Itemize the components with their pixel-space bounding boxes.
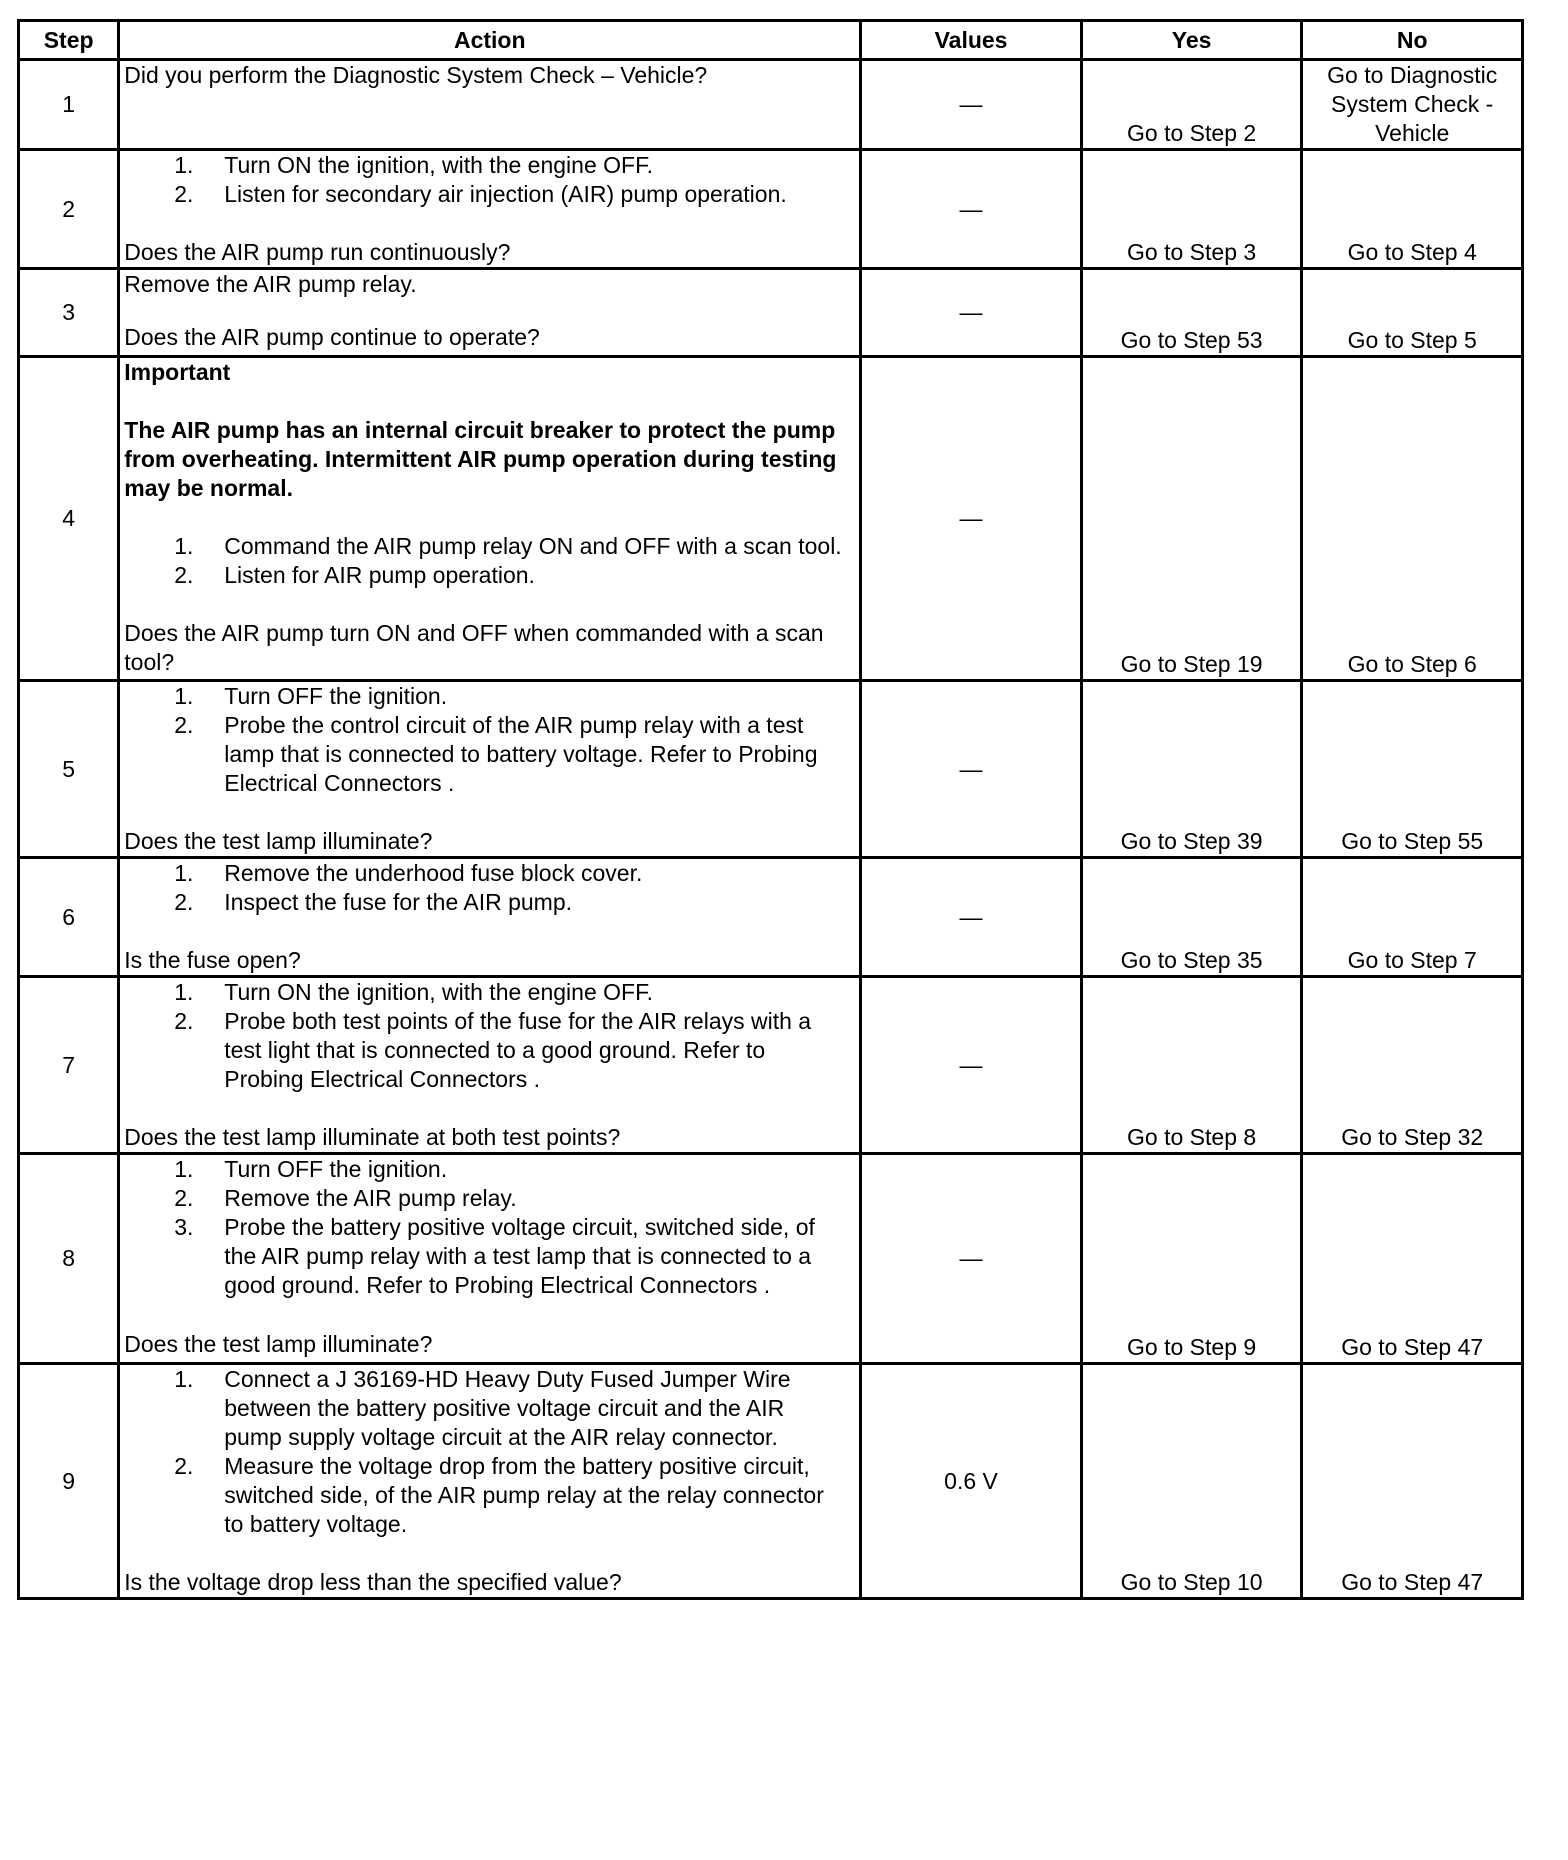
- action-intro: Did you perform the Diagnostic System Check – Vehicle?: [124, 62, 708, 88]
- action-instructions: [124, 1155, 855, 1329]
- instruction-text: Probe the control circuit of the AIR pump relay with a test lamp that is connected to battery voltage. Refer to Probing Electrical Connectors .: [224, 712, 818, 796]
- instruction-item: [124, 1452, 855, 1539]
- instruction-text: Probe the battery positive voltage circuit, switched side, of the AIR pump relay with a test lamp that is connected to a good ground. Refer to Probing Electrical Connectors .: [224, 1214, 815, 1298]
- instruction-list: [124, 682, 855, 798]
- action-cell: [119, 269, 861, 357]
- step-number: 6: [19, 858, 119, 977]
- table-row: [19, 977, 1523, 1154]
- yes-result: Go to Step 2: [1081, 60, 1302, 150]
- instruction-item: [124, 561, 855, 590]
- instruction-item: [124, 978, 855, 1007]
- instruction-text: Connect a J 36169-HD Heavy Duty Fused Jumper Wire between the battery positive voltage circuit and the AIR pump supply voltage circuit at the AIR relay connector.: [224, 1366, 791, 1450]
- action-cell: [119, 858, 861, 977]
- yes-result: Go to Step 8: [1081, 977, 1302, 1154]
- important-title: Important: [124, 359, 231, 385]
- no-result: Go to Step 4: [1302, 150, 1523, 269]
- action-content: [124, 1365, 855, 1597]
- instruction-item: [124, 711, 855, 798]
- action-instructions: [124, 682, 855, 827]
- values-cell: —: [861, 1154, 1082, 1364]
- action-question: Does the AIR pump turn ON and OFF when commanded with a scan tool?: [124, 620, 824, 675]
- instruction-number: 1.: [174, 683, 194, 709]
- instruction-item: [124, 1365, 855, 1452]
- action-instructions: [124, 270, 855, 299]
- step-number: 1: [19, 60, 119, 150]
- action-content: [124, 978, 855, 1152]
- values-cell: —: [861, 357, 1082, 681]
- diagnostic-table: [17, 19, 1524, 1600]
- instruction-text: Turn ON the ignition, with the engine OFF.: [224, 152, 653, 178]
- instruction-item: [124, 682, 855, 711]
- step-number: 5: [19, 681, 119, 858]
- instruction-text: Inspect the fuse for the AIR pump.: [224, 889, 573, 915]
- header-row: [19, 21, 1523, 60]
- table-row: [19, 681, 1523, 858]
- instruction-number: 2.: [174, 562, 194, 588]
- instruction-number: 2.: [174, 1008, 194, 1034]
- action-intro: Remove the AIR pump relay.: [124, 271, 417, 297]
- action-cell: [119, 150, 861, 269]
- action-cell: [119, 60, 861, 150]
- instruction-number: 1.: [174, 152, 194, 178]
- values-cell: 0.6 V: [861, 1364, 1082, 1599]
- action-question: Is the voltage drop less than the specified value?: [124, 1569, 622, 1595]
- values-cell: —: [861, 150, 1082, 269]
- instruction-text: Turn ON the ignition, with the engine OFF.: [224, 979, 653, 1005]
- no-result: Go to Step 55: [1302, 681, 1523, 858]
- action-content: [124, 151, 855, 267]
- action-cell: [119, 357, 861, 681]
- values-cell: —: [861, 858, 1082, 977]
- table-row: [19, 357, 1523, 681]
- header-action: Action: [119, 21, 861, 60]
- instruction-item: [124, 859, 855, 888]
- values-cell: —: [861, 681, 1082, 858]
- instruction-number: 3.: [174, 1214, 194, 1240]
- table-body: [19, 60, 1523, 1599]
- no-result: Go to Step 6: [1302, 357, 1523, 681]
- values-cell: —: [861, 269, 1082, 357]
- instruction-number: 2.: [174, 1453, 194, 1479]
- important-text: The AIR pump has an internal circuit breaker to protect the pump from overheating. Intermittent AIR pump operation during testing may be normal.: [124, 417, 837, 501]
- instruction-number: 2.: [174, 712, 194, 738]
- action-content: [124, 682, 855, 856]
- table-row: [19, 1154, 1523, 1364]
- action-instructions: [124, 978, 855, 1123]
- no-result: Go to Step 32: [1302, 977, 1523, 1154]
- action-content: [124, 270, 855, 352]
- values-cell: —: [861, 60, 1082, 150]
- action-question: Does the AIR pump run continuously?: [124, 239, 511, 265]
- table-row: [19, 1364, 1523, 1599]
- instruction-number: 1.: [174, 860, 194, 886]
- instruction-item: [124, 151, 855, 180]
- action-content: [124, 358, 855, 677]
- action-cell: [119, 681, 861, 858]
- instruction-list: [124, 978, 855, 1094]
- step-number: 2: [19, 150, 119, 269]
- instruction-text: Probe both test points of the fuse for the AIR relays with a test light that is connected to a good ground. Refer to Probing Electrical Connectors .: [224, 1008, 812, 1092]
- table-row: [19, 150, 1523, 269]
- action-content: [124, 859, 855, 975]
- action-instructions: [124, 1365, 855, 1568]
- instruction-list: [124, 859, 855, 917]
- instruction-text: Turn OFF the ignition.: [224, 683, 448, 709]
- header-values: Values: [861, 21, 1082, 60]
- yes-result: Go to Step 19: [1081, 357, 1302, 681]
- action-question: Does the test lamp illuminate at both test points?: [124, 1124, 621, 1150]
- instruction-number: 1.: [174, 979, 194, 1005]
- yes-result: Go to Step 35: [1081, 858, 1302, 977]
- header-yes: Yes: [1081, 21, 1302, 60]
- step-number: 3: [19, 269, 119, 357]
- action-instructions: [124, 358, 855, 619]
- action-question: Does the test lamp illuminate?: [124, 828, 433, 854]
- instruction-text: Remove the underhood fuse block cover.: [224, 860, 643, 886]
- action-instructions: [124, 151, 855, 238]
- action-instructions: [124, 859, 855, 946]
- instruction-list: [124, 1155, 855, 1300]
- instruction-list: [124, 532, 855, 590]
- instruction-list: [124, 151, 855, 209]
- action-cell: [119, 1154, 861, 1364]
- instruction-number: 2.: [174, 181, 194, 207]
- instruction-number: 2.: [174, 1185, 194, 1211]
- instruction-text: Listen for AIR pump operation.: [224, 562, 535, 588]
- step-number: 7: [19, 977, 119, 1154]
- instruction-item: [124, 180, 855, 209]
- action-question: Does the test lamp illuminate?: [124, 1331, 433, 1357]
- action-question: Is the fuse open?: [124, 947, 301, 973]
- no-result: Go to Step 47: [1302, 1364, 1523, 1599]
- instruction-text: Remove the AIR pump relay.: [224, 1185, 517, 1211]
- no-result: Go to Step 7: [1302, 858, 1523, 977]
- instruction-list: [124, 1365, 855, 1539]
- instruction-text: Listen for secondary air injection (AIR) pump operation.: [224, 181, 787, 207]
- no-result: Go to Step 47: [1302, 1154, 1523, 1364]
- instruction-number: 1.: [174, 1156, 194, 1182]
- instruction-number: 1.: [174, 533, 194, 559]
- header-no: No: [1302, 21, 1523, 60]
- instruction-text: Measure the voltage drop from the battery positive circuit, switched side, of the AIR pump relay at the relay connector to battery voltage.: [224, 1453, 824, 1537]
- yes-result: Go to Step 3: [1081, 150, 1302, 269]
- no-result: Go to Diagnostic System Check - Vehicle: [1302, 60, 1523, 150]
- instruction-number: 1.: [174, 1366, 194, 1392]
- action-instructions: [124, 61, 855, 90]
- instruction-item: [124, 1155, 855, 1184]
- instruction-item: [124, 1184, 855, 1213]
- yes-result: Go to Step 10: [1081, 1364, 1302, 1599]
- action-content: [124, 1155, 855, 1359]
- instruction-item: [124, 1007, 855, 1094]
- table-row: [19, 60, 1523, 150]
- instruction-item: [124, 888, 855, 917]
- values-cell: —: [861, 977, 1082, 1154]
- instruction-number: 2.: [174, 889, 194, 915]
- step-number: 8: [19, 1154, 119, 1364]
- instruction-text: Command the AIR pump relay ON and OFF with a scan tool.: [224, 533, 842, 559]
- header-step: Step: [19, 21, 119, 60]
- instruction-text: Turn OFF the ignition.: [224, 1156, 448, 1182]
- yes-result: Go to Step 39: [1081, 681, 1302, 858]
- action-cell: [119, 1364, 861, 1599]
- step-number: 4: [19, 357, 119, 681]
- action-content: [124, 61, 855, 133]
- action-cell: [119, 977, 861, 1154]
- table-row: [19, 858, 1523, 977]
- instruction-item: [124, 1213, 855, 1300]
- yes-result: Go to Step 9: [1081, 1154, 1302, 1364]
- step-number: 9: [19, 1364, 119, 1599]
- no-result: Go to Step 5: [1302, 269, 1523, 357]
- instruction-item: [124, 532, 855, 561]
- yes-result: Go to Step 53: [1081, 269, 1302, 357]
- action-question: Does the AIR pump continue to operate?: [124, 324, 540, 350]
- table-row: [19, 269, 1523, 357]
